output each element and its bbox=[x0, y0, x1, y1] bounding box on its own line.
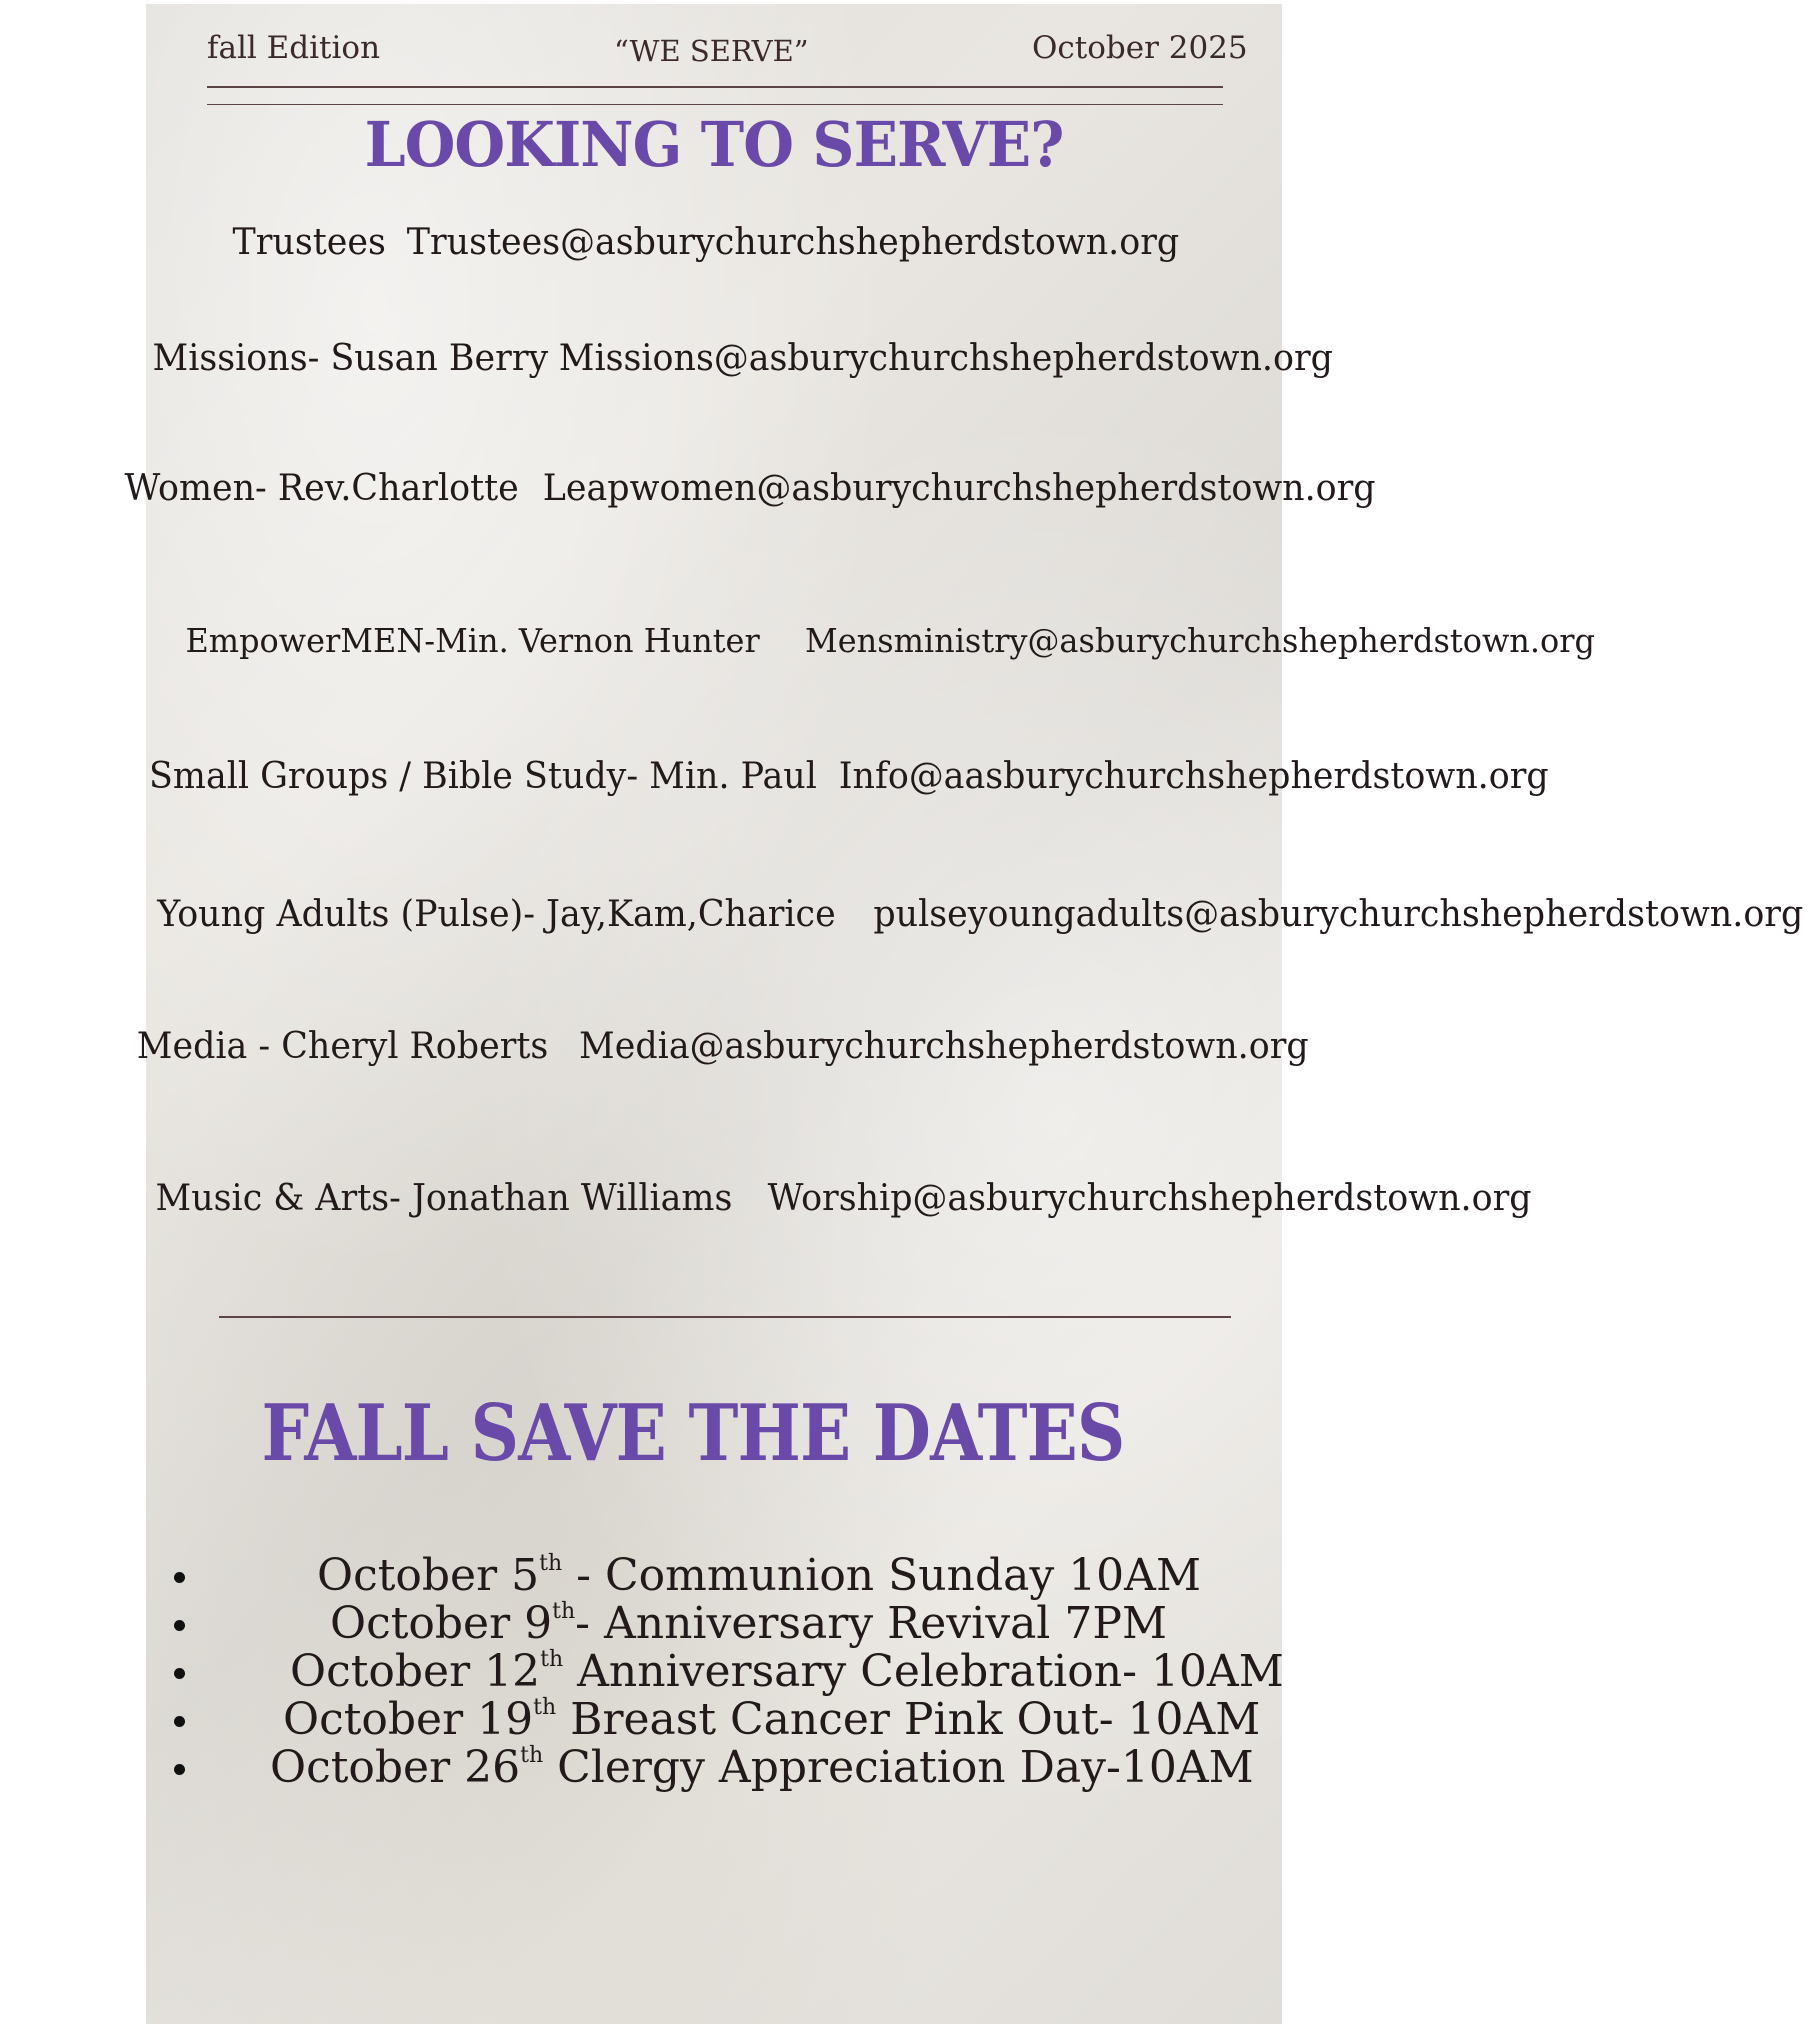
date-suffix: th bbox=[520, 1743, 544, 1768]
ministry-name: Young Adults (Pulse)- Jay,Kam,Charice bbox=[157, 894, 836, 935]
date-event: Clergy Appreciation Day-10AM bbox=[543, 1742, 1254, 1793]
ministry-women bbox=[124, 468, 1376, 509]
ministry-music-arts bbox=[146, 1178, 1532, 1219]
ministry-email[interactable]: Leapwomen@asburychurchshepherdstown.org bbox=[542, 468, 1376, 509]
date-day: October 5 bbox=[317, 1550, 540, 1601]
ministry-email[interactable]: Info@aasburychurchshepherdstown.org bbox=[839, 756, 1550, 797]
date-suffix: th bbox=[540, 1647, 564, 1672]
date-event: Breast Cancer Pink Out- 10AM bbox=[556, 1694, 1261, 1745]
date-suffix: th bbox=[533, 1695, 557, 1720]
date-suffix: th bbox=[552, 1599, 576, 1624]
section-divider bbox=[219, 1316, 1231, 1318]
edition-label: fall Edition bbox=[207, 30, 381, 66]
ministry-name: Media - Cheryl Roberts bbox=[136, 1026, 549, 1067]
date-day: October 19 bbox=[283, 1694, 534, 1745]
ministry-email[interactable]: pulseyoungadults@asburychurchshepherdstown.org bbox=[873, 894, 1804, 935]
list-item bbox=[0, 1600, 1428, 1648]
header-rule-bottom bbox=[207, 104, 1223, 105]
ministry-name: Music & Arts- Jonathan Williams bbox=[155, 1178, 733, 1219]
ministry-name: Women- Rev.Charlotte bbox=[124, 468, 519, 509]
motto-label: “WE SERVE” bbox=[614, 34, 809, 68]
date-event: - Communion Sunday 10AM bbox=[562, 1550, 1202, 1601]
bullet-icon bbox=[174, 1764, 185, 1775]
date-day: October 9 bbox=[330, 1598, 553, 1649]
header-rule-top bbox=[207, 86, 1223, 88]
date-day: October 26 bbox=[270, 1742, 521, 1793]
serve-heading: LOOKING TO SERVE? bbox=[364, 108, 1064, 181]
ministry-men bbox=[146, 621, 1595, 660]
issue-date: October 2025 bbox=[1032, 30, 1248, 66]
dates-list bbox=[0, 1552, 1428, 1792]
ministry-email[interactable]: Missions@asburychurchshepherdstown.org bbox=[558, 338, 1334, 379]
bullet-icon bbox=[174, 1572, 185, 1583]
ministry-young-adults bbox=[146, 894, 1804, 935]
bullet-icon bbox=[174, 1668, 185, 1679]
ministry-email[interactable]: Trustees@asburychurchshepherdstown.org bbox=[406, 222, 1180, 263]
ministry-name: Missions- Susan Berry bbox=[152, 338, 549, 379]
dates-heading: FALL SAVE THE DATES bbox=[261, 1388, 1125, 1479]
date-event: - Anniversary Revival 7PM bbox=[575, 1598, 1168, 1649]
ministry-name: EmpowerMEN-Min. Vernon Hunter bbox=[185, 621, 760, 660]
ministry-small-groups bbox=[146, 756, 1550, 797]
list-item bbox=[0, 1744, 1428, 1792]
ministry-email[interactable]: Mensministry@asburychurchshepherdstown.org bbox=[804, 621, 1595, 660]
list-item bbox=[0, 1648, 1428, 1696]
bullet-icon bbox=[174, 1716, 185, 1727]
ministry-name: Trustees bbox=[232, 222, 386, 263]
ministry-email[interactable]: Media@asburychurchshepherdstown.org bbox=[578, 1026, 1309, 1067]
ministry-email[interactable]: Worship@asburychurchshepherdstown.org bbox=[767, 1178, 1532, 1219]
ministry-missions bbox=[146, 338, 1334, 379]
date-event: Anniversary Celebration- 10AM bbox=[563, 1646, 1284, 1697]
ministry-media bbox=[136, 1026, 1309, 1067]
date-suffix: th bbox=[539, 1551, 563, 1576]
list-item bbox=[0, 1552, 1428, 1600]
date-day: October 12 bbox=[290, 1646, 541, 1697]
list-item bbox=[0, 1696, 1428, 1744]
bullet-icon bbox=[174, 1620, 185, 1631]
ministry-name: Small Groups / Bible Study- Min. Paul bbox=[149, 756, 817, 797]
ministry-trustees bbox=[146, 222, 1282, 263]
